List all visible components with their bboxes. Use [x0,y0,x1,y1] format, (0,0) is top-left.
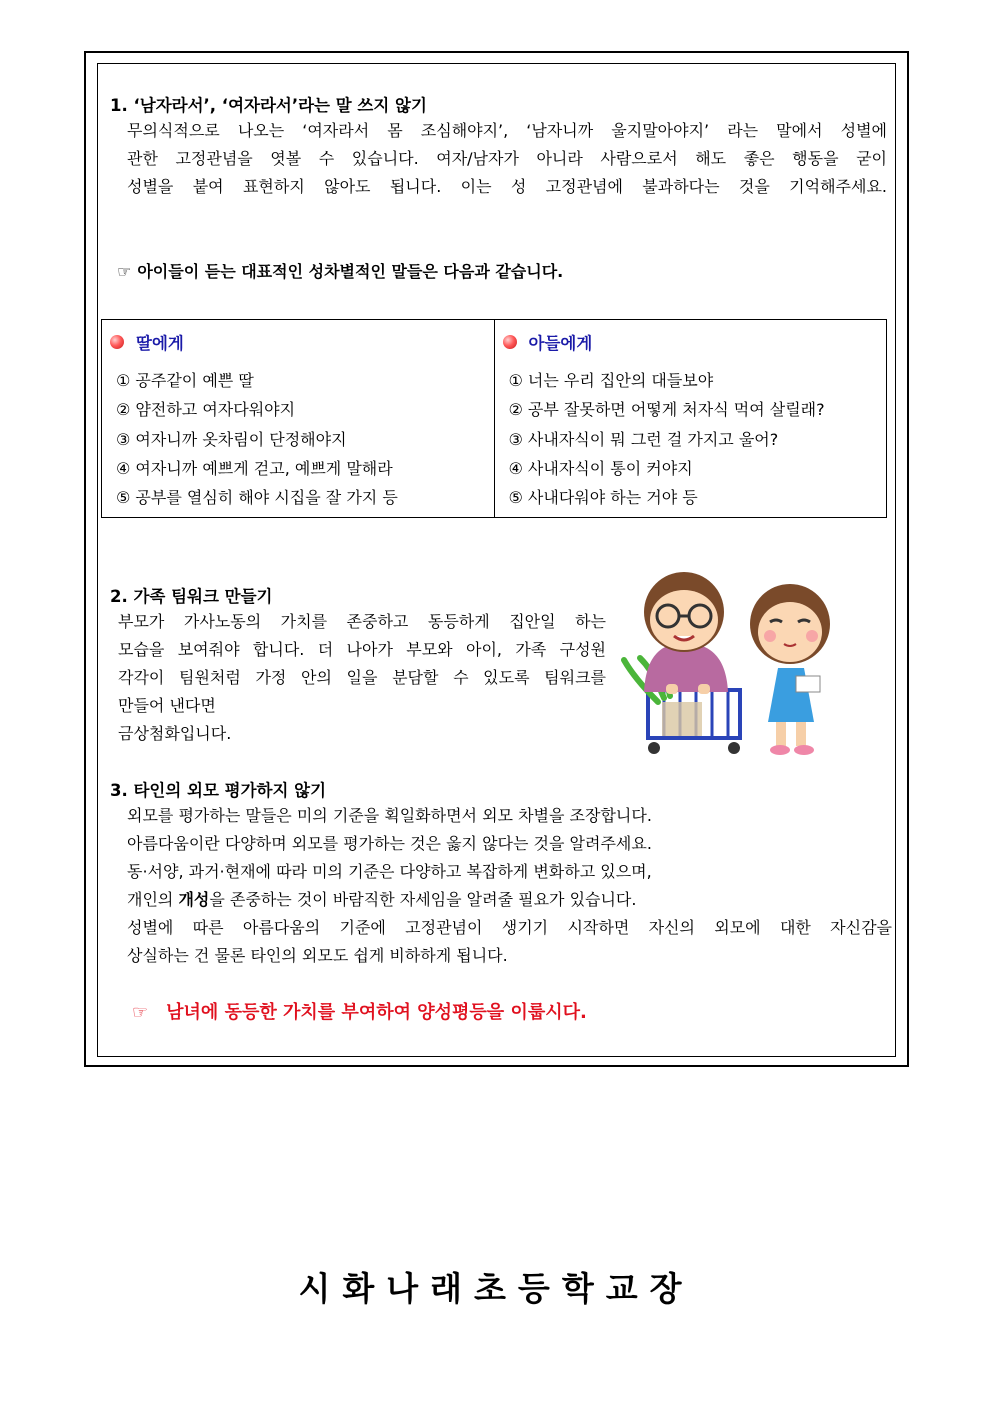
school-principal-signature: 시화나래초등학교장 [298,1269,694,1308]
section3-body [127,802,892,970]
section3-heading: 3. 타인의 외모 평가하지 않기 [110,781,327,800]
line4-pre: 개인의 [127,890,179,909]
list-item: ① 너는 우리 집안의 대들보야 [508,371,714,390]
section1-heading: 1. ‘남자라서’, ‘여자라서’라는 말 쓰지 않기 [110,96,427,115]
section3-line: 성별에 따른 아름다움의 기준에 고정관념이 생기기 시작하면 자신의 외모에 대한 자신감을 [127,918,892,937]
list-item: ④ 사내자식이 통이 커야지 [508,458,693,478]
section2-line: 만들어 낸다면 [118,696,216,715]
pointing-hand-icon: ☞ [117,262,132,281]
list-item: ④ 여자니까 예쁘게 걷고, 예쁘게 말해라 [116,458,393,478]
red-ball-icon [503,335,517,349]
daughter-title: 딸에게 [136,334,184,353]
daughter-items [116,366,494,512]
list-item: ② 얌전하고 여자다워야지 [116,400,296,420]
section1-line: 관한 고정관념을 엿볼 수 있습니다. 여자/남자가 아니라 사람으로서 해도 좋은 행동을 굳이 [127,149,887,168]
red-ball-icon [110,335,124,349]
examples-note-text: 아이들이 듣는 대표적인 성차별적인 말들은 다음과 같습니다. [137,262,564,281]
list-item: ① 공주같이 예쁜 딸 [116,371,254,390]
section3-line: 동·서양, 과거·현재에 따라 미의 기준은 다양하고 복잡하게 변화하고 있으며, [127,862,652,881]
section1-line: 성별을 붙여 표현하지 않아도 됩니다. 이는 성 고정관념에 불과하다는 것을 기억해주세요. [127,177,887,196]
sexist-phrases-table [101,319,887,518]
section3-line: 아름다움이란 다양하며 외모를 평가하는 것은 옳지 않다는 것을 알려주세요. [127,834,652,853]
section2-line: 금상첨화입니다. [118,724,232,743]
pointing-hand-icon: ☞ [132,1002,149,1023]
section2-line: 각각이 팀원처럼 가정 안의 일을 분담할 수 있도록 팀워크를 [118,668,606,687]
list-item: ③ 여자니까 옷차림이 단정해야지 [116,429,347,449]
list-item: ⑤ 공부를 열심히 해야 시집을 잘 가지 등 [116,488,398,508]
section3-line: 상실하는 건 물론 타인의 외모도 쉽게 비하하게 됩니다. [127,946,508,965]
equality-message [132,998,587,1024]
daughter-column [102,320,495,518]
list-item: ② 공부 잘못하면 어떻게 처자식 먹여 살릴래? [508,400,825,420]
section2-line: 부모가 가사노동의 가치를 존중하고 동등하게 집안일 하는 [118,612,606,631]
family-chores-illustration [618,572,868,758]
list-item: ③ 사내자식이 뭐 그런 걸 가지고 울어? [508,429,779,449]
emphasis-individuality: 개성 [178,890,210,909]
list-item: ⑤ 사내다워야 하는 거야 등 [508,488,698,508]
examples-note [117,259,563,282]
equality-message-text: 남녀에 동등한 가치를 부여하여 양성평등을 이룹시다. [166,1002,587,1023]
section3-line [127,886,892,914]
section3-line: 외모를 평가하는 말들은 미의 기준을 획일화하면서 외모 차별을 조장합니다. [127,806,652,825]
section2-body [118,608,606,748]
son-items [509,366,887,512]
section1-body [127,117,887,201]
section2-heading: 2. 가족 팀워크 만들기 [110,587,273,606]
son-header [503,330,887,354]
son-column [494,320,887,518]
daughter-header [110,330,494,354]
section2-line: 모습을 보여줘야 합니다. 더 나아가 부모와 아이, 가족 구성원 [118,640,606,659]
girl-figure [750,584,830,755]
section1-line: 무의식적으로 나오는 ‘여자라서 몸 조심해야지’, ‘남자니까 울지말아야지’ 라는 말에서 성별에 [127,121,887,140]
line4-post: 을 존중하는 것이 바람직한 자세임을 알려줄 필요가 있습니다. [209,890,637,909]
son-title: 아들에게 [528,334,593,353]
